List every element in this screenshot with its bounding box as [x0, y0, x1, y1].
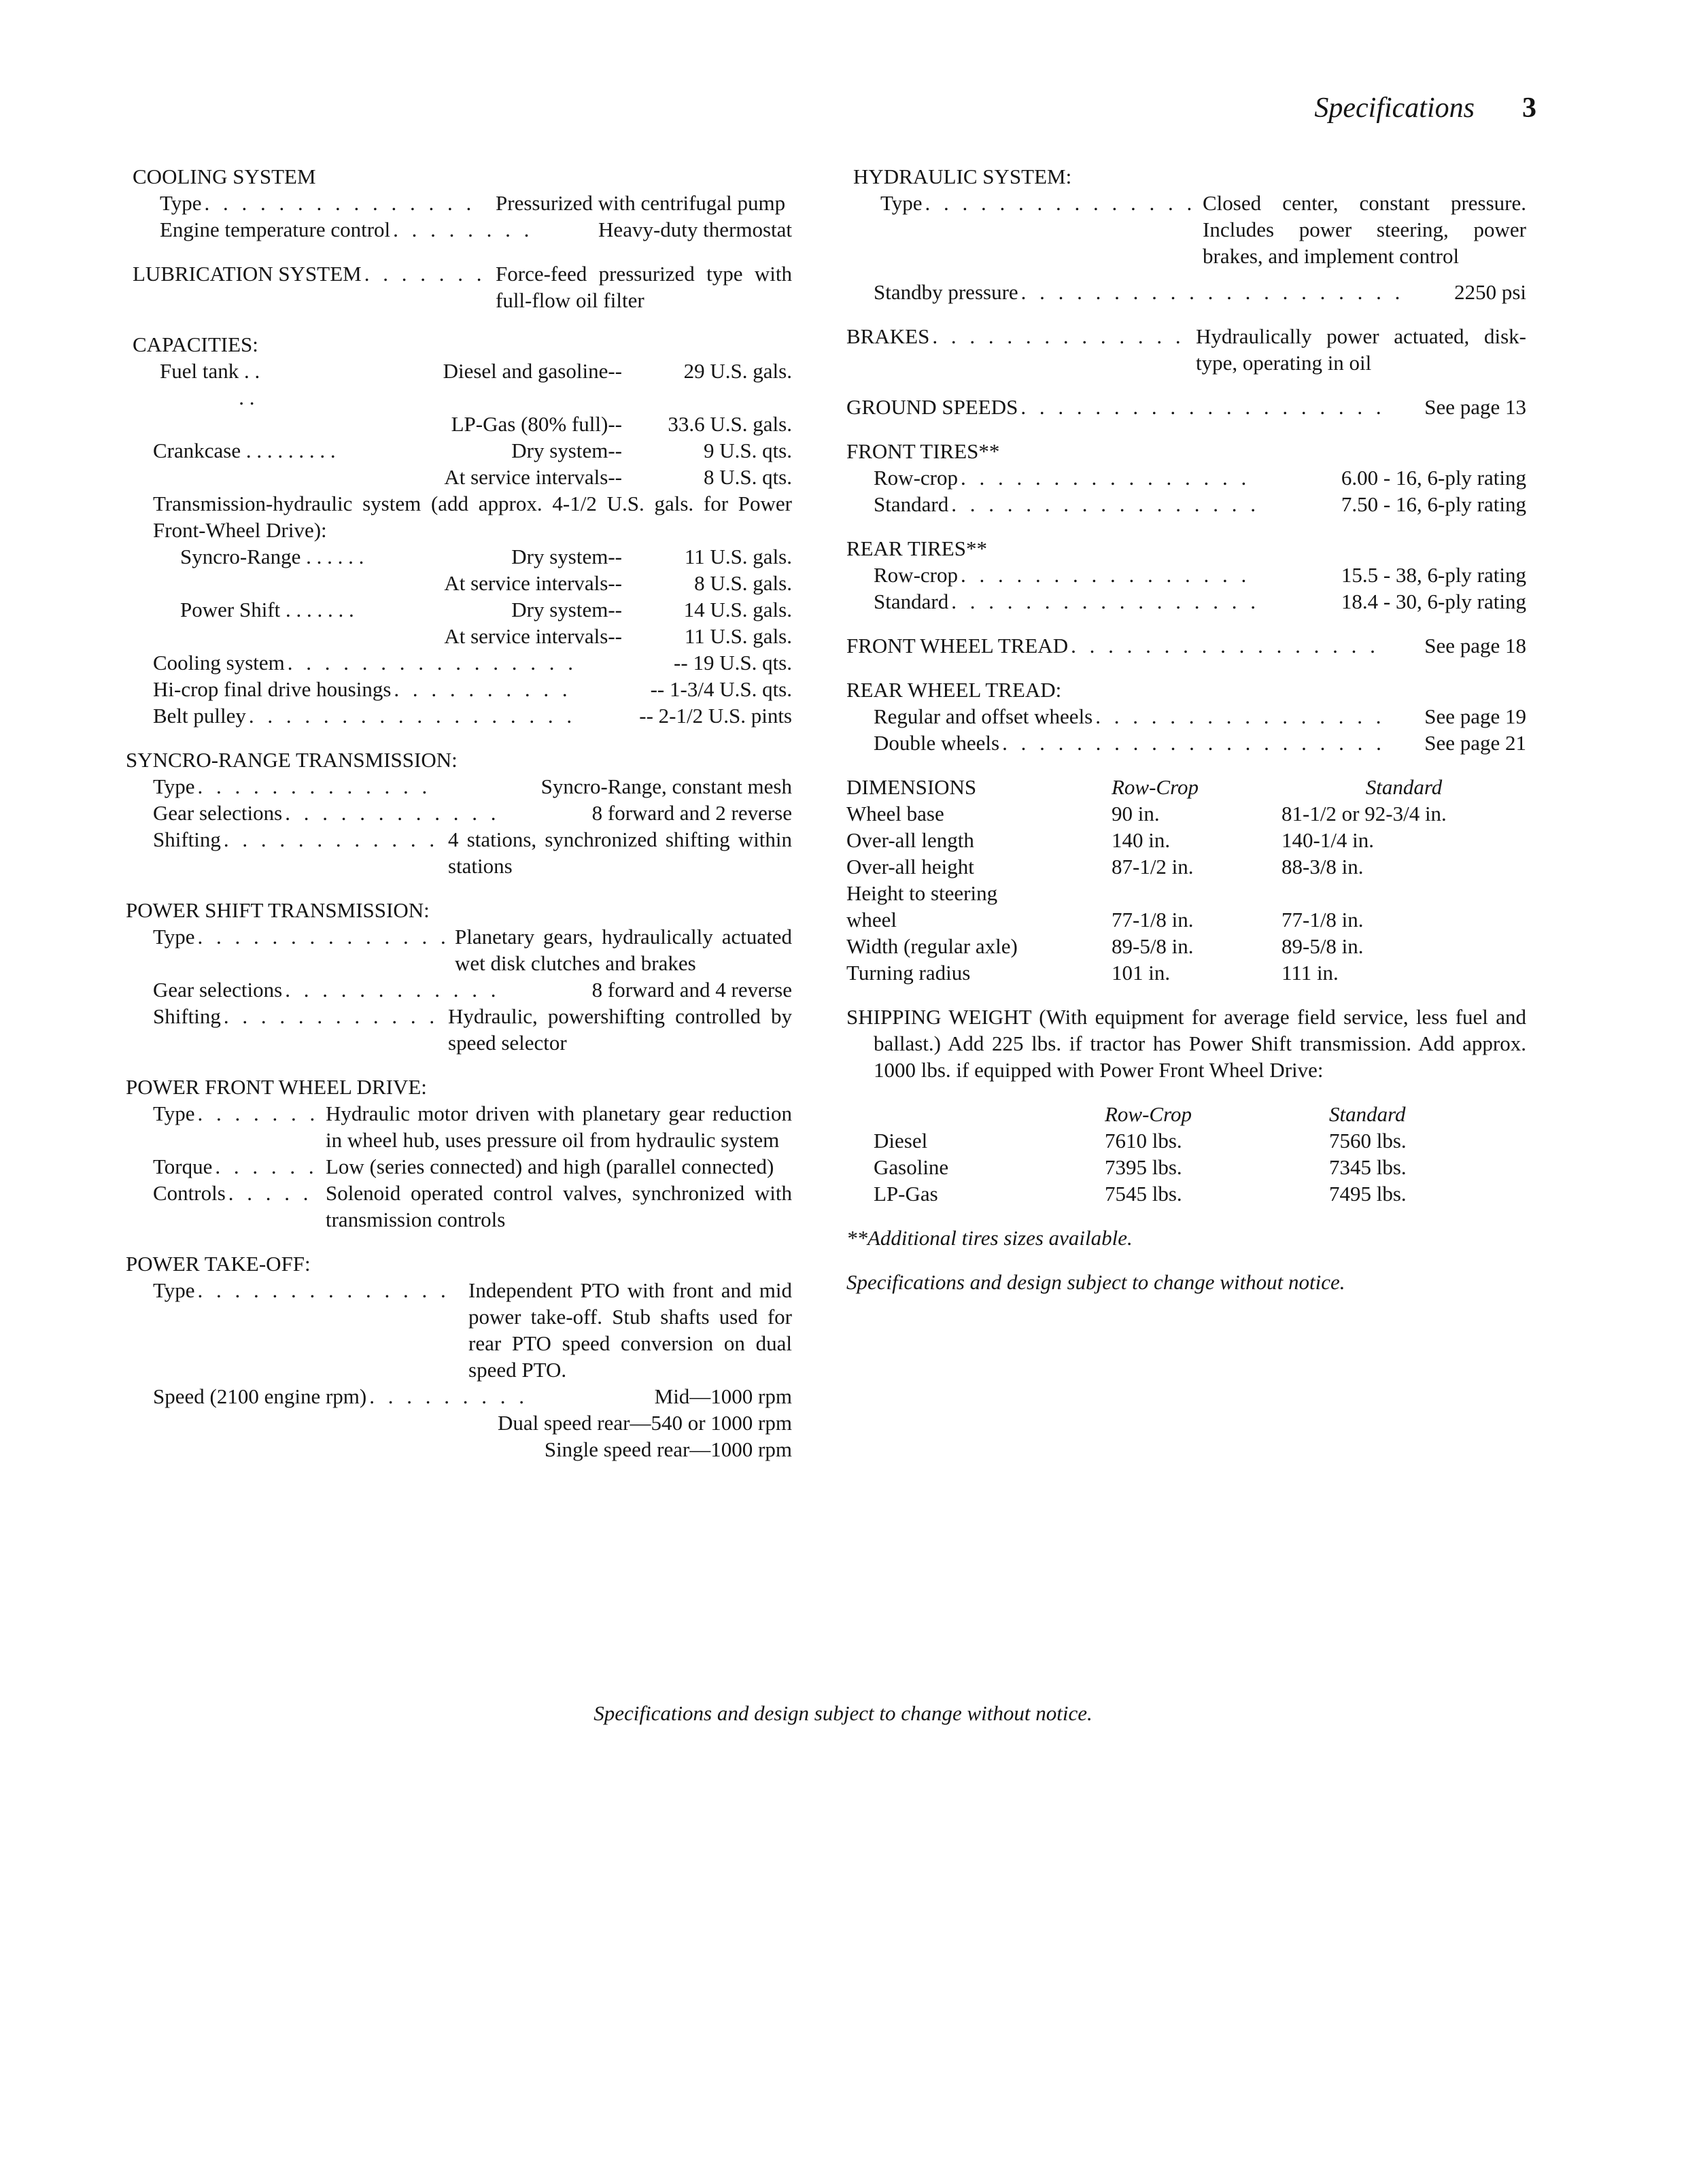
- rear-tread-section: [846, 677, 1526, 756]
- cooling-type-value: Pressurized with centrifugal pump: [496, 191, 786, 215]
- rear-rowcrop-label: Row-crop: [874, 563, 958, 587]
- cooling-temp-value: Heavy-duty thermostat: [598, 218, 792, 241]
- dim-standard: 140-1/4 in.: [1281, 828, 1375, 852]
- page-number: 3: [1522, 92, 1536, 124]
- pfwd-controls-label: Controls: [153, 1181, 226, 1205]
- ship-label: Gasoline: [874, 1155, 949, 1179]
- ship-row: [846, 1180, 1506, 1207]
- pto-speed-value: Mid—1000 rpm: [654, 1384, 792, 1408]
- dim-row: [846, 880, 1526, 933]
- front-tread-label: FRONT WHEEL TREAD: [846, 634, 1069, 658]
- dimensions-table: [846, 774, 1526, 986]
- ground-label: GROUND SPEEDS: [846, 395, 1018, 419]
- hydraulic-section: [846, 163, 1526, 305]
- crank-dry-label: Dry system--: [511, 439, 622, 462]
- hydraulic-title: HYDRAULIC SYSTEM:: [853, 165, 1072, 188]
- rear-tires-section: [846, 535, 1526, 615]
- ship-label: Diesel: [874, 1129, 928, 1153]
- page-footer: Specifications and design subject to change without notice.: [593, 1701, 1093, 1725]
- dim-standard: 81-1/2 or 92-3/4 in.: [1281, 802, 1447, 825]
- hydraulic-type-value: Closed center, constant pressure. Includes power steering, power brakes, and implement control: [1203, 191, 1526, 268]
- hicrop-value: -- 1-3/4 U.S. qts.: [650, 677, 792, 701]
- syncro-service-value: 8 U.S. gals.: [694, 571, 792, 595]
- power-service-label: At service intervals--: [444, 624, 622, 648]
- ship-rowcrop: 7395 lbs.: [1105, 1155, 1182, 1179]
- cooling-cap-value: -- 19 U.S. qts.: [674, 651, 792, 675]
- dim-rowcrop: 87-1/2 in.: [1112, 855, 1194, 878]
- pfwd-torque-label: Torque: [153, 1155, 213, 1178]
- syncro-dry-label: Dry system--: [511, 545, 622, 568]
- ground-value: See page 13: [1424, 395, 1526, 419]
- rear-rowcrop-value: 15.5 - 38, 6-ply rating: [1341, 563, 1526, 587]
- syncro-cap-label: Syncro-Range: [180, 545, 301, 568]
- dim-row: [846, 800, 1526, 827]
- crank-dry-value: 9 U.S. qts.: [703, 439, 792, 462]
- hicrop-label: Hi-crop final drive housings: [153, 677, 392, 701]
- ship-col-standard: Standard: [1329, 1102, 1406, 1126]
- dim-row: [846, 827, 1526, 853]
- cooling-cap-label: Cooling system: [153, 651, 285, 675]
- syncro-shift-label: Shifting: [153, 827, 221, 851]
- ground-speeds-section: [846, 394, 1526, 420]
- dim-row: [846, 959, 1526, 986]
- dim-rowcrop: 101 in.: [1112, 961, 1171, 985]
- front-rowcrop-value: 6.00 - 16, 6-ply rating: [1341, 466, 1526, 490]
- dim-label: Wheel base: [846, 802, 944, 825]
- hydraulic-type-label: Type: [880, 191, 923, 215]
- shipping-section: [846, 1004, 1526, 1207]
- rear-double-value: See page 21: [1424, 731, 1526, 755]
- rear-regular-label: Regular and offset wheels: [874, 704, 1093, 728]
- syncro-service-label: At service intervals--: [444, 571, 622, 595]
- cooling-temp-label: Engine temperature control: [160, 218, 391, 241]
- dim-standard: 89-5/8 in.: [1281, 934, 1364, 958]
- pto-title: POWER TAKE-OFF:: [126, 1252, 311, 1276]
- powershift-type-label: Type: [153, 925, 195, 949]
- rear-regular-value: See page 19: [1424, 704, 1526, 728]
- cooling-title: COOLING SYSTEM: [133, 165, 316, 188]
- crank-label: Crankcase: [153, 439, 241, 462]
- capacities-title: CAPACITIES:: [133, 332, 258, 356]
- rear-double-label: Double wheels: [874, 731, 1000, 755]
- dim-standard: 111 in.: [1281, 961, 1339, 985]
- belt-value: -- 2-1/2 U.S. pints: [639, 704, 792, 728]
- brakes-value: Hydraulically power actuated, disk-type, operating in oil: [1196, 324, 1526, 375]
- capacities-section: CAPACITIES: Fuel tank . . . . Diesel and gasoline-- 29 U.S. gals. LP-Gas (80% full)-- 33.6 U.S. gals. Crankcase . . . . . . . . . Dry system-- 9 U.S. qts. At service intervals-- 8 U.S. qts. Transmission-hydraulic system (add approx. 4-1/2 U.S. gals. for Power Front-Wheel Drive): Syncro-Range . . . . . . Dry system-- 11 U.S. gals. At service intervals-- 8 U.S. gals. Power Shift . . . . . . . Dry system-- 14 U.S. gals. At service intervals-- 11 U.S. gals. Cooling system . . . -- 19 U.S. qts. Hi-crop final drive housings . . . -- 1-3/4 U.S. qts. Belt pulley . . . -- 2-1/2 U.S. pints: [126, 331, 792, 729]
- syncro-shift-value: 4 stations, synchronized shifting within stations: [448, 827, 792, 878]
- front-standard-label: Standard: [874, 492, 949, 516]
- standby-value: 2250 psi: [1454, 280, 1526, 304]
- rear-standard-label: Standard: [874, 590, 949, 613]
- powershift-shift-value: Hydraulic, powershifting controlled by speed selector: [448, 1004, 792, 1055]
- dim-standard: 88-3/8 in.: [1281, 855, 1364, 878]
- rear-tread-title: REAR WHEEL TREAD:: [846, 678, 1062, 702]
- front-tires-section: [846, 438, 1526, 517]
- fuel-lp-value: 33.6 U.S. gals.: [668, 412, 792, 436]
- powershift-title: POWER SHIFT TRANSMISSION:: [126, 898, 430, 922]
- dim-col-standard: Standard: [1365, 775, 1443, 799]
- fuel-label: Fuel tank: [160, 359, 239, 383]
- shipping-text: SHIPPING WEIGHT (With equipment for average field service, less fuel and ballast.) Add 225 lbs. if tractor has Power Shift transmission. Add approx. 1000 lbs. if equipped with Power Front Wheel Drive:: [846, 1005, 1526, 1082]
- front-tires-title: FRONT TIRES**: [846, 439, 1000, 463]
- dim-label: Width (regular axle): [846, 934, 1018, 958]
- dim-rowcrop: 77-1/8 in.: [1112, 908, 1194, 932]
- ship-row: [846, 1127, 1506, 1154]
- dim-label: Over-all height: [846, 855, 974, 878]
- power-dry-value: 14 U.S. gals.: [683, 598, 792, 621]
- shipping-table: [846, 1101, 1506, 1207]
- pto-type-label: Type: [153, 1278, 195, 1302]
- dim-rowcrop: 140 in.: [1112, 828, 1171, 852]
- ship-standard: 7560 lbs.: [1329, 1129, 1407, 1153]
- front-tread-value: See page 18: [1424, 634, 1526, 658]
- syncro-gear-value: 8 forward and 2 reverse: [591, 801, 792, 825]
- rear-standard-value: 18.4 - 30, 6-ply rating: [1341, 590, 1526, 613]
- syncro-dry-value: 11 U.S. gals.: [684, 545, 792, 568]
- syncro-title: SYNCRO-RANGE TRANSMISSION:: [126, 748, 458, 772]
- syncro-type-value: Syncro-Range, constant mesh: [540, 774, 792, 798]
- powershift-shift-label: Shifting: [153, 1004, 221, 1028]
- fuel-diesel-label: Diesel and gasoline--: [443, 359, 622, 383]
- crank-service-value: 8 U.S. qts.: [703, 465, 792, 489]
- transmission-note: Transmission-hydraulic system (add approx. 4-1/2 U.S. gals. for Power Front-Wheel Drive):: [153, 492, 792, 542]
- pfwd-type-value: Hydraulic motor driven with planetary gear reduction in wheel hub, uses pressure oil from hydraulic system: [326, 1102, 792, 1152]
- dimensions-title: DIMENSIONS: [846, 775, 977, 799]
- syncro-type-label: Type: [153, 774, 195, 798]
- fuel-diesel-value: 29 U.S. gals.: [683, 359, 792, 383]
- pto-single-speed: Single speed rear—1000 rpm: [544, 1437, 792, 1461]
- lubrication-title: LUBRICATION SYSTEM: [133, 262, 362, 286]
- pfwd-controls-value: Solenoid operated control valves, synchronized with transmission controls: [326, 1181, 792, 1231]
- rear-tires-title: REAR TIRES**: [846, 536, 987, 560]
- dim-label: Height to steering wheel: [846, 881, 998, 932]
- ship-label: LP-Gas: [874, 1182, 938, 1206]
- brakes-label: BRAKES: [846, 324, 930, 348]
- dim-label: Over-all length: [846, 828, 974, 852]
- dim-row: [846, 853, 1526, 880]
- dimensions-section: [846, 774, 1526, 986]
- ship-standard: 7495 lbs.: [1329, 1182, 1407, 1206]
- front-tread-section: [846, 632, 1526, 659]
- dim-standard: 77-1/8 in.: [1281, 908, 1364, 932]
- ship-rowcrop: 7545 lbs.: [1105, 1182, 1182, 1206]
- pto-section: [126, 1250, 792, 1463]
- pto-type-value: Independent PTO with front and mid power take-off. Stub shafts used for rear PTO speed conversion on dual speed PTO.: [468, 1278, 792, 1382]
- pto-speed-label: Speed (2100 engine rpm): [153, 1384, 367, 1408]
- ship-row: [846, 1154, 1506, 1180]
- powershift-type-value: Planetary gears, hydraulically actuated wet disk clutches and brakes: [455, 925, 792, 975]
- pto-dual-speed: Dual speed rear—540 or 1000 rpm: [497, 1411, 792, 1435]
- cooling-system-section: [126, 163, 792, 243]
- power-cap-label: Power Shift: [180, 598, 281, 621]
- powershift-gear-value: 8 forward and 4 reverse: [591, 978, 792, 1002]
- change-note: Specifications and design subject to change without notice.: [846, 1270, 1345, 1294]
- tires-note: **Additional tires sizes available.: [846, 1226, 1133, 1250]
- dim-row: [846, 933, 1526, 959]
- syncro-gear-label: Gear selections: [153, 801, 283, 825]
- front-rowcrop-label: Row-crop: [874, 466, 958, 490]
- front-standard-value: 7.50 - 16, 6-ply rating: [1341, 492, 1526, 516]
- pfwd-type-label: Type: [153, 1102, 195, 1125]
- dim-col-rowcrop: Row-Crop: [1112, 775, 1199, 799]
- page-header: [1156, 92, 1536, 124]
- ship-standard: 7345 lbs.: [1329, 1155, 1407, 1179]
- dim-rowcrop: 90 in.: [1112, 802, 1160, 825]
- pfwd-title: POWER FRONT WHEEL DRIVE:: [126, 1075, 427, 1099]
- brakes-section: [846, 323, 1526, 376]
- pfwd-section: [126, 1074, 792, 1233]
- fuel-lp-label: LP-Gas (80% full)--: [451, 412, 622, 436]
- crank-service-label: At service intervals--: [444, 465, 622, 489]
- header-title: Specifications: [1314, 92, 1475, 124]
- cooling-type-label: Type: [160, 191, 202, 215]
- belt-label: Belt pulley: [153, 704, 246, 728]
- lubrication-value: Force-feed pressurized type with full-flow oil filter: [496, 262, 792, 312]
- dim-label: Turning radius: [846, 961, 971, 985]
- ship-col-rowcrop: Row-Crop: [1105, 1102, 1192, 1126]
- pfwd-torque-value: Low (series connected) and high (parallel connected): [326, 1155, 774, 1178]
- right-column: [846, 163, 1526, 1313]
- power-shift-section: [126, 897, 792, 1056]
- powershift-gear-label: Gear selections: [153, 978, 283, 1002]
- left-column: [126, 163, 792, 1480]
- lubrication-section: [126, 260, 792, 313]
- syncro-range-section: [126, 747, 792, 879]
- power-dry-label: Dry system--: [511, 598, 622, 621]
- dim-rowcrop: 89-5/8 in.: [1112, 934, 1194, 958]
- ship-rowcrop: 7610 lbs.: [1105, 1129, 1182, 1153]
- standby-label: Standby pressure: [874, 280, 1018, 304]
- power-service-value: 11 U.S. gals.: [684, 624, 792, 648]
